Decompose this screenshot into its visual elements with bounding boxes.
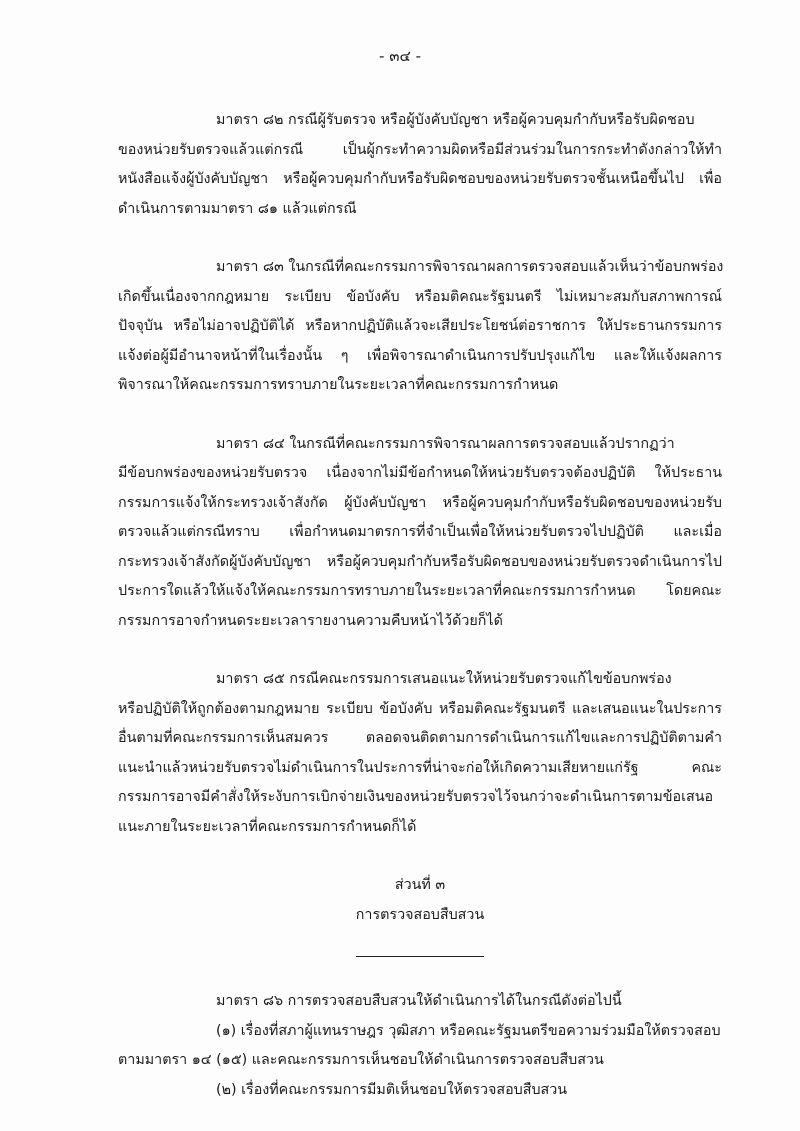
section-82-body: ของหน่วยรับตรวจแล้วแต่กรณี เป็นผู้กระทำความผิดหรือมีส่วนร่วมในการกระทำดังกล่าวให้ทำหนังสือแจ้งผู้บังคับบัญชา หรือผู้ควบคุมกำกับหรือรับผิดชอบของหน่วยรับตรวจชั้นเหนือขึ้นไป เพื่อดำเนินการตามมาตรา ๘๑ แล้วแต่กรณี bbox=[118, 141, 722, 217]
section-83-paragraph bbox=[118, 253, 722, 401]
section-86-item-1: (๑) เรื่องที่สภาผู้แทนราษฎร วุฒิสภา หรือคณะรัฐมนตรีขอความร่วมมือให้ตรวจสอบ bbox=[216, 1022, 721, 1039]
section-82-paragraph bbox=[118, 106, 722, 224]
section-86-paragraph bbox=[118, 987, 722, 1105]
part-title: การตรวจสอบสืบสวน bbox=[355, 906, 485, 923]
section-86-item-1-continuation: ตามมาตรา ๑๔ (๑๕) และคณะกรรมการเห็นชอบให้ดำเนินการตรวจสอบสืบสวน bbox=[118, 1052, 604, 1068]
section-83-body: เกิดขึ้นเนื่องจากกฎหมาย ระเบียบ ข้อบังคับ หรือมติคณะรัฐมนตรี ไม่เหมาะสมกับสภาพการณ์ปัจจุบัน หรือไม่อาจปฏิบัติได้ หรือหากปฏิบัติแล้วจะเสียประโยชน์ต่อราชการ ให้ประธานกรรมการแจ้งต่อผู้มีอำนาจหน้าที่ในเรื่องนั้น ๆ เพื่อพิจารณาดำเนินการปรับปรุงแก้ไข และให้แจ้งผลการพิจารณาให้คณะกรรมการทราบภายในระยะเวลาที่คณะกรรมการกำหนด bbox=[118, 288, 722, 393]
section-86-item-2: (๒) เรื่องที่คณะกรรมการมีมติเห็นชอบให้ตรวจสอบสืบสวน bbox=[216, 1081, 568, 1098]
document-body bbox=[118, 106, 722, 1105]
section-84-first-line: มาตรา ๘๔ ในกรณีที่คณะกรรมการพิจารณาผลการตรวจสอบแล้วปรากฏว่า bbox=[216, 435, 675, 452]
part-number: ส่วนที่ ๓ bbox=[394, 877, 446, 893]
section-84-body: มีข้อบกพร่องของหน่วยรับตรวจ เนื่องจากไม่มีข้อกำหนดให้หน่วยรับตรวจต้องปฏิบัติ ให้ประธานกรรมการแจ้งให้กระทรวงเจ้าสังกัด ผู้บังคับบัญชา หรือผู้ควบคุมกำกับหรือรับผิดชอบของหน่วยรับตรวจแล้วแต่กรณีทราบ เพื่อกำหนดมาตรการที่จำเป็นเพื่อให้หน่วยรับตรวจไปปฏิบัติ และเมื่อกระทรวงเจ้าสังกัดผู้บังคับบัญชา หรือผู้ควบคุมกำกับหรือรับผิดชอบของหน่วยรับตรวจดำเนินการไปประการใดแล้วให้แจ้งให้คณะกรรมการทราบภายในระยะเวลาที่คณะกรรมการกำหนด โดยคณะกรรมการอาจกำหนดระยะเวลารายงานความคืบหน้าไว้ด้วยก็ได้ bbox=[118, 465, 722, 629]
section-84-paragraph bbox=[118, 430, 722, 637]
part-divider bbox=[356, 956, 484, 957]
section-83-first-line: มาตรา ๘๓ ในกรณีที่คณะกรรมการพิจารณาผลการตรวจสอบแล้วเห็นว่าข้อบกพร่อง bbox=[216, 259, 724, 275]
section-85-body: หรือปฏิบัติให้ถูกต้องตามกฎหมาย ระเบียบ ข้อบังคับ หรือมติคณะรัฐมนตรี และเสนอแนะในประการอื่นตามที่คณะกรรมการเห็นสมควร ตลอดจนติดตามการดำเนินการแก้ไขและการปฏิบัติตามคำแนะนำแล้วหน่วยรับตรวจไม่ดำเนินการในประการที่น่าจะก่อให้เกิดความเสียหายแก่รัฐ คณะกรรมการอาจมีคำสั่งให้ระงับการเบิกจ่ายเงินของหน่วยรับตรวจไว้จนกว่าจะดำเนินการตามข้อเสนอแนะภายในระยะเวลาที่คณะกรรมการกำหนดก็ได้ bbox=[118, 700, 722, 835]
section-85-first-line: มาตรา ๘๕ กรณีคณะกรรมการเสนอแนะให้หน่วยรับตรวจแก้ไขข้อบกพร่อง bbox=[216, 671, 672, 687]
page-number: - ๓๔ - bbox=[379, 47, 421, 65]
section-82-first-line: มาตรา ๘๒ กรณีผู้รับตรวจ หรือผู้บังคับบัญชา หรือผู้ควบคุมกำกับหรือรับผิดชอบ bbox=[216, 112, 695, 128]
section-85-paragraph bbox=[118, 665, 722, 842]
section-86-first-line: มาตรา ๘๖ การตรวจสอบสืบสวนให้ดำเนินการได้ในกรณีดังต่อไปนี้ bbox=[216, 993, 622, 1009]
